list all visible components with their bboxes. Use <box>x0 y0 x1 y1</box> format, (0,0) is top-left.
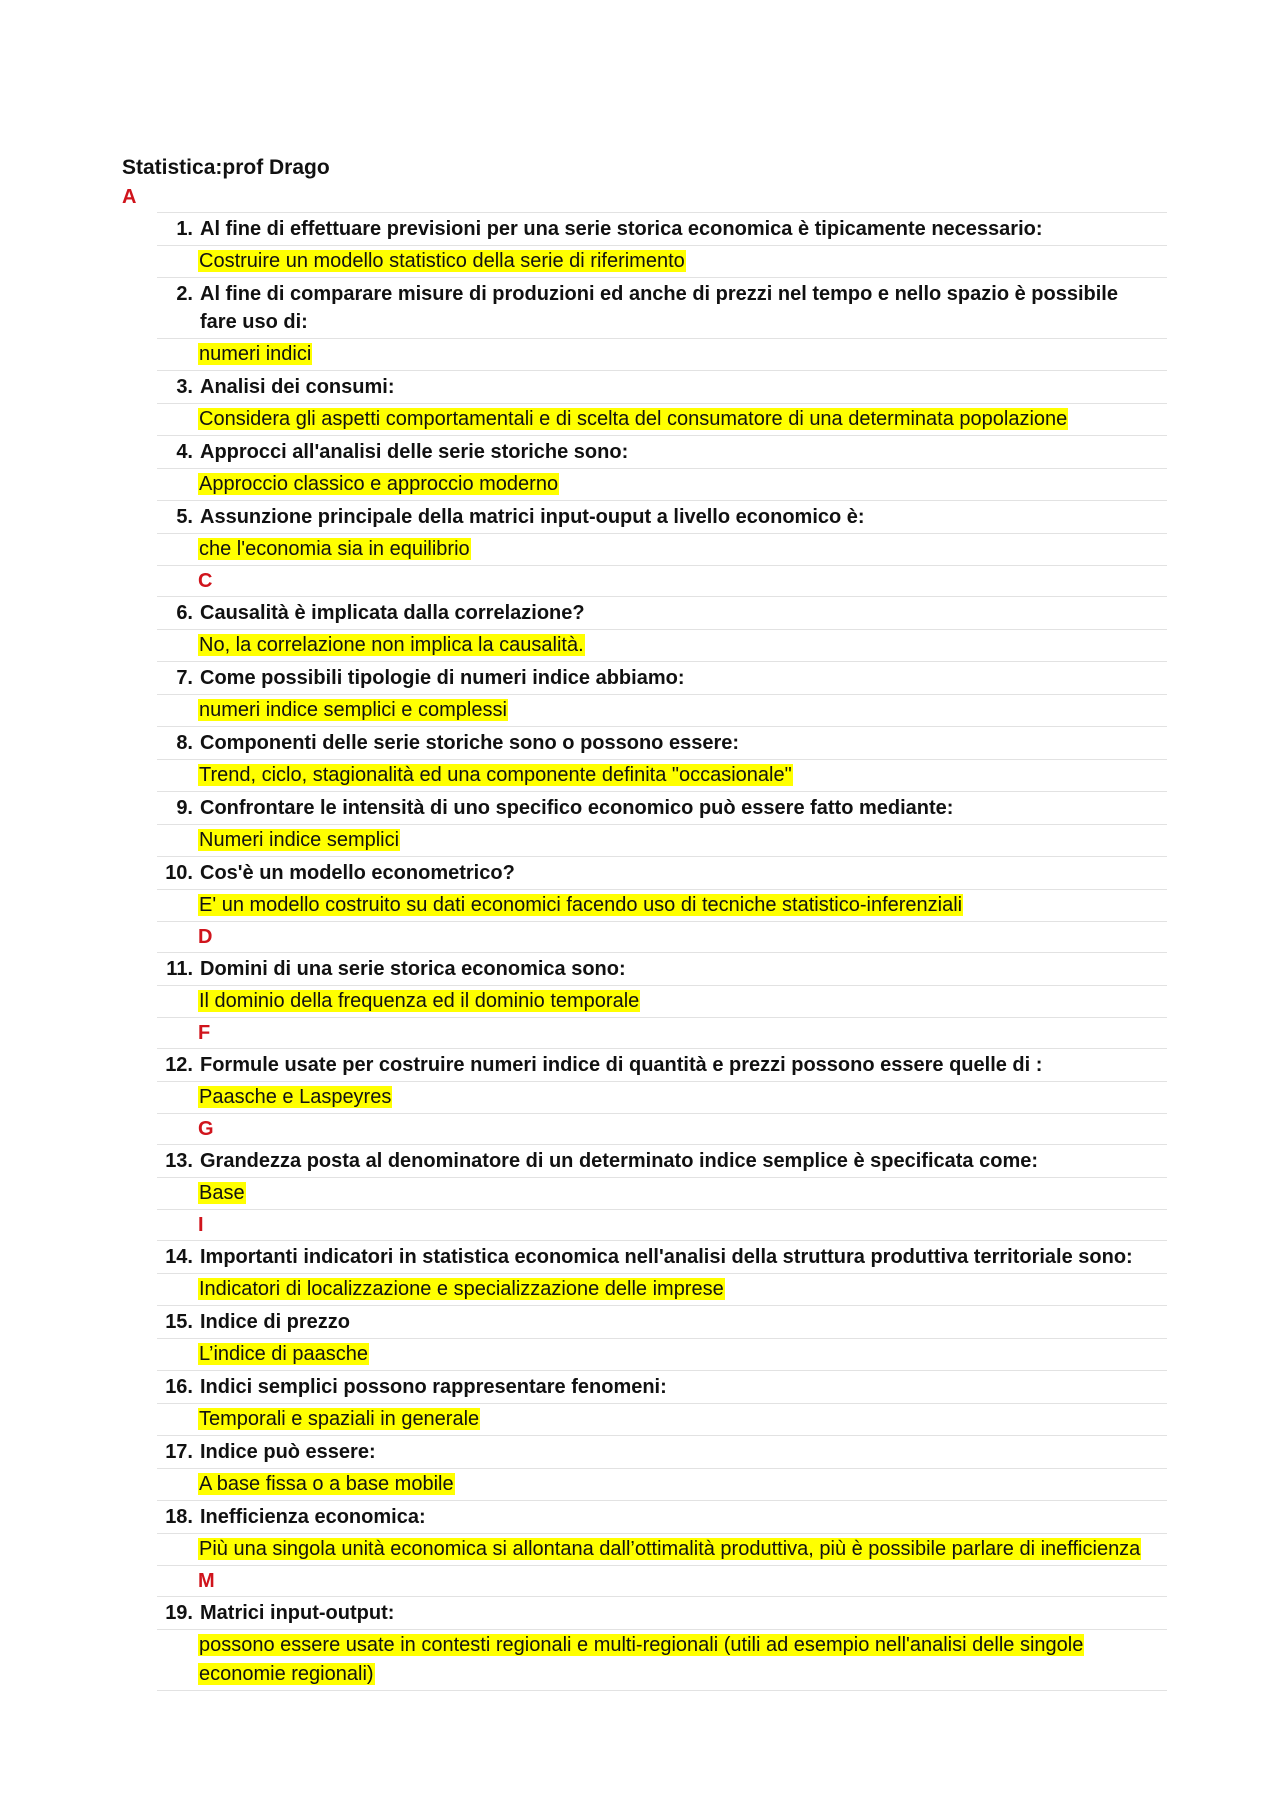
highlighted-answer: Costruire un modello statistico della serie di riferimento <box>199 250 685 272</box>
question-text: Indice può essere: <box>200 1441 376 1463</box>
section-letter: M <box>198 1570 215 1592</box>
question-text: Analisi dei consumi: <box>200 376 395 398</box>
question-row <box>157 857 1167 890</box>
answer-row <box>157 246 1167 278</box>
answer-row <box>157 1082 1167 1114</box>
answer-row <box>157 469 1167 501</box>
question-row <box>157 1436 1167 1469</box>
question-list <box>0 182 1280 1691</box>
answer-row <box>157 1469 1167 1501</box>
section-letter-row <box>122 182 1167 213</box>
section-letter-row <box>157 1018 1167 1049</box>
answer-row <box>157 1404 1167 1436</box>
section-letter: F <box>198 1022 211 1044</box>
highlighted-answer: L’indice di paasche <box>199 1343 369 1365</box>
highlighted-answer: Temporali e spaziali in generale <box>199 1408 480 1430</box>
question-text: Come possibili tipologie di numeri indice abbiamo: <box>200 667 685 689</box>
question-number: 17. <box>165 1441 193 1463</box>
question-row <box>157 662 1167 695</box>
question-number: 8. <box>176 732 193 754</box>
section-letter-row <box>157 1210 1167 1241</box>
question-number: 10. <box>165 862 193 884</box>
question-row <box>157 597 1167 630</box>
highlighted-answer: Il dominio della frequenza ed il dominio temporale <box>199 990 640 1012</box>
question-row <box>157 501 1167 534</box>
answer-row <box>157 986 1167 1018</box>
question-number: 4. <box>176 441 193 463</box>
highlighted-answer: Indicatori di localizzazione e specializzazione delle imprese <box>199 1278 724 1300</box>
answer-row <box>157 534 1167 566</box>
question-text: Domini di una serie storica economica sono: <box>200 958 626 980</box>
answer-row <box>157 1339 1167 1371</box>
highlighted-answer: Paasche e Laspeyres <box>199 1086 392 1108</box>
section-letter: C <box>198 570 213 592</box>
answer-row <box>157 1274 1167 1306</box>
question-text: Indici semplici possono rappresentare fenomeni: <box>200 1376 667 1398</box>
question-number: 7. <box>176 667 193 689</box>
question-row <box>157 1501 1167 1534</box>
question-number: 16. <box>165 1376 193 1398</box>
section-letter-row <box>157 1566 1167 1597</box>
answer-row <box>157 825 1167 857</box>
question-number: 19. <box>165 1602 193 1624</box>
highlighted-answer: Trend, ciclo, stagionalità ed una componente definita "occasionale" <box>199 764 792 786</box>
question-number: 11. <box>166 958 193 980</box>
highlighted-answer: A base fissa o a base mobile <box>199 1473 454 1495</box>
highlighted-answer: numeri indice semplici e complessi <box>199 699 507 721</box>
question-row <box>157 278 1167 339</box>
question-text: Al fine di effettuare previsioni per una serie storica economica è tipicamente necessario: <box>200 218 1043 240</box>
highlighted-answer: che l'economia sia in equilibrio <box>199 538 470 560</box>
question-row <box>157 1241 1167 1274</box>
question-row <box>157 1597 1167 1630</box>
question-text: Al fine di comparare misure di produzioni ed anche di prezzi nel tempo e nello spazio è possibile fare uso di: <box>200 283 1118 333</box>
section-letter: G <box>198 1118 214 1140</box>
question-row <box>157 792 1167 825</box>
question-number: 5. <box>176 506 193 528</box>
question-number: 15. <box>165 1311 193 1333</box>
question-text: Causalità è implicata dalla correlazione? <box>200 602 585 624</box>
question-number: 6. <box>176 602 193 624</box>
highlighted-answer: Considera gli aspetti comportamentali e di scelta del consumatore di una determinata popolazione <box>199 408 1068 430</box>
answer-row <box>157 695 1167 727</box>
highlighted-answer: possono essere usate in contesti regionali e multi-regionali (utili ad esempio nell'analisi delle singole economie regionali) <box>199 1634 1084 1685</box>
question-text: Componenti delle serie storiche sono o possono essere: <box>200 732 740 754</box>
question-row <box>157 213 1167 246</box>
question-number: 3. <box>176 376 193 398</box>
question-number: 18. <box>165 1506 193 1528</box>
question-number: 13. <box>165 1150 193 1172</box>
section-letter: A <box>122 186 137 208</box>
section-letter-row <box>157 922 1167 953</box>
question-row <box>157 1145 1167 1178</box>
question-number: 2. <box>176 283 193 305</box>
section-letter-row <box>157 566 1167 597</box>
question-text: Approcci all'analisi delle serie storiche sono: <box>200 441 629 463</box>
answer-row <box>157 630 1167 662</box>
question-text: Inefficienza economica: <box>200 1506 426 1528</box>
question-row <box>157 436 1167 469</box>
answer-row <box>157 1630 1167 1691</box>
highlighted-answer: Numeri indice semplici <box>199 829 400 851</box>
highlighted-answer: E' un modello costruito su dati economici facendo uso di tecniche statistico-inferenziali <box>199 894 963 916</box>
highlighted-answer: Base <box>199 1182 245 1204</box>
question-row <box>157 371 1167 404</box>
question-text: Formule usate per costruire numeri indice di quantità e prezzi possono essere quelle di : <box>200 1054 1043 1076</box>
answer-row <box>157 760 1167 792</box>
highlighted-answer: Più una singola unità economica si allontana dall’ottimalità produttiva, più è possibile parlare di inefficienza <box>199 1538 1141 1560</box>
question-number: 1. <box>176 218 193 240</box>
question-number: 9. <box>176 797 193 819</box>
answer-row <box>157 404 1167 436</box>
question-text: Confrontare le intensità di uno specifico economico può essere fatto mediante: <box>200 797 954 819</box>
question-row <box>157 953 1167 986</box>
question-row <box>157 727 1167 760</box>
question-text: Importanti indicatori in statistica economica nell'analisi della struttura produttiva territoriale sono: <box>200 1246 1133 1268</box>
highlighted-answer: No, la correlazione non implica la causalità. <box>199 634 584 656</box>
question-text: Assunzione principale della matrici input-ouput a livello economico è: <box>200 506 865 528</box>
highlighted-answer: Approccio classico e approccio moderno <box>199 473 559 495</box>
question-text: Grandezza posta al denominatore di un determinato indice semplice è specificata come: <box>200 1150 1039 1172</box>
answer-row <box>157 339 1167 371</box>
answer-row <box>157 1534 1167 1566</box>
answer-row <box>157 890 1167 922</box>
section-letter-row <box>157 1114 1167 1145</box>
question-text: Cos'è un modello econometrico? <box>200 862 515 884</box>
section-letter: D <box>198 926 213 948</box>
question-row <box>157 1049 1167 1082</box>
question-number: 12. <box>165 1054 193 1076</box>
question-number: 14. <box>165 1246 193 1268</box>
question-row <box>157 1371 1167 1404</box>
question-text: Matrici input-output: <box>200 1602 395 1624</box>
section-letter: I <box>198 1214 204 1236</box>
answer-row <box>157 1178 1167 1210</box>
question-text: Indice di prezzo <box>200 1311 351 1333</box>
document-title: Statistica:prof Drago <box>122 156 330 179</box>
question-row <box>157 1306 1167 1339</box>
highlighted-answer: numeri indici <box>199 343 312 365</box>
